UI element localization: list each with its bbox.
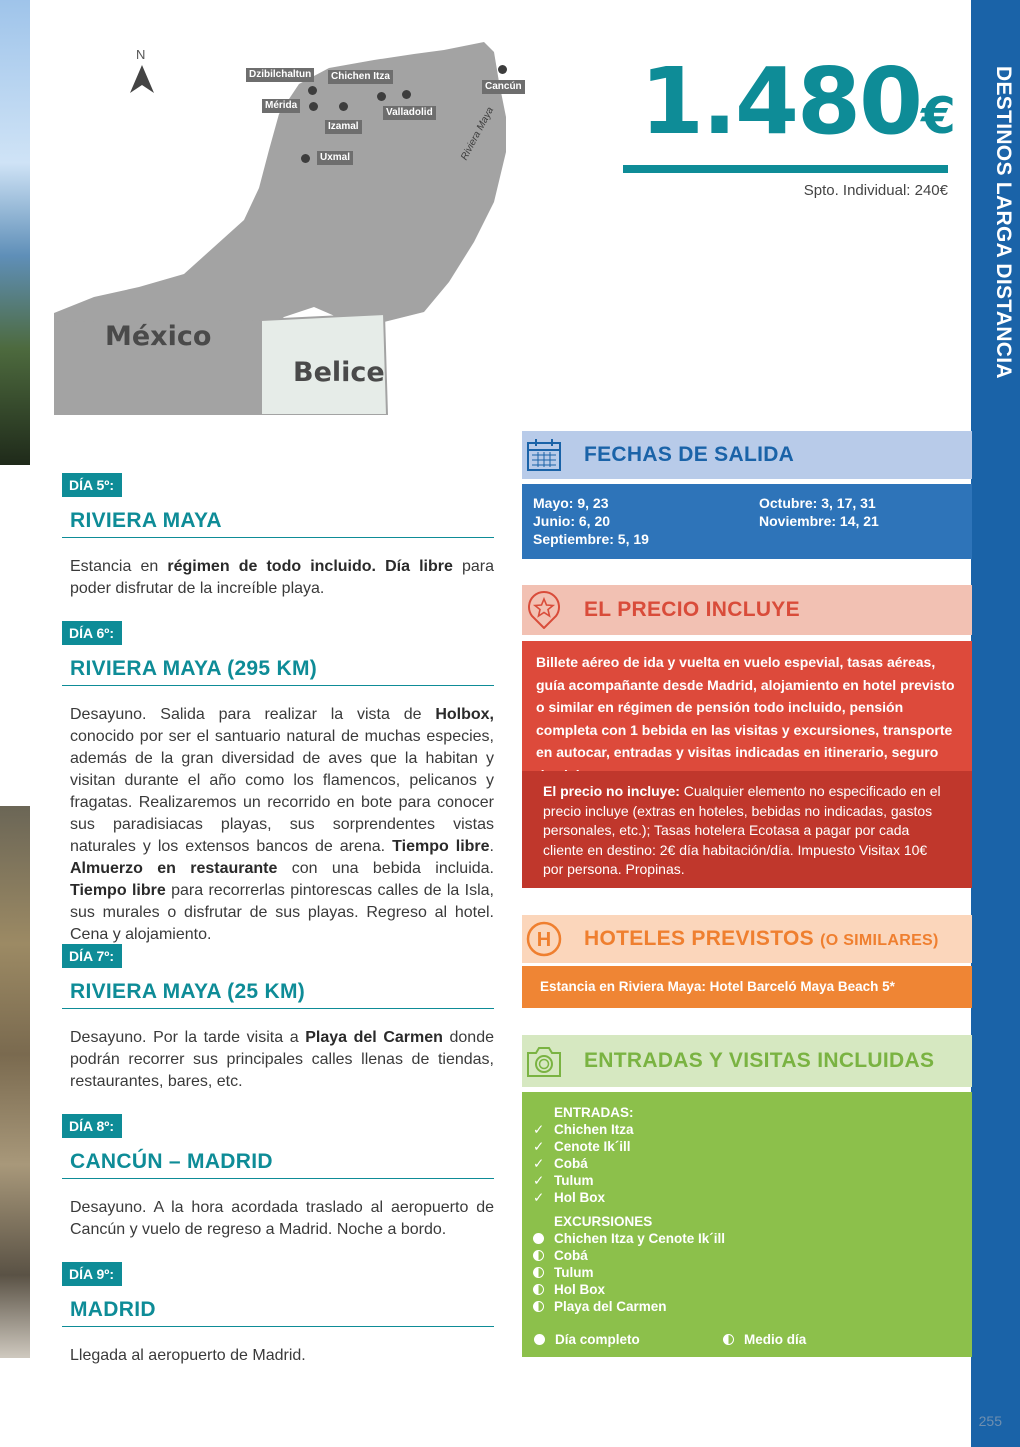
map-label-mexico: México (105, 321, 212, 352)
day-text: Llegada al aeropuerto de Madrid. (70, 1347, 306, 1364)
check-icon: ✓ (533, 1190, 545, 1205)
map-label-chichen-itza: Chichen Itza (328, 70, 393, 84)
fechas-column-2 (759, 494, 879, 530)
legend-half-day: Medio día (722, 1331, 806, 1348)
map-dot-izamal (339, 102, 348, 111)
list-item: ✓ Hol Box (533, 1190, 606, 1205)
day-section-5 (62, 473, 494, 600)
map-label-merida: Mérida (262, 99, 300, 113)
day-tag: DÍA 6º: (62, 621, 122, 645)
camera-icon (522, 1044, 566, 1078)
excursiones-label: EXCURSIONES (554, 1214, 653, 1229)
entradas-label: ENTRADAS: (554, 1105, 634, 1120)
fechas-column-1 (533, 494, 649, 548)
fechas-header (522, 431, 972, 479)
map-label-dzibilchaltun: Dzibilchaltun (246, 68, 314, 82)
fecha-item: Mayo: 9, 23 (533, 495, 609, 511)
map-label-riviera-maya: Riviera Maya (459, 105, 497, 163)
day-text: Desayuno. Salida para realizar la vista de Holbox, conocido por ser el santuario natural de muchas especies, además de la gran diversidad de aves que la habitan y visitan durante el año como los flamencos, pelicanos y fragatas. Realizaremos un recorrido en bote para conocer sus paradisiacas playas, sus sorprendentes vistas naturales y los extensos bancos de arena. Tiempo libre. Almuerzo en restaurante con una bebida incluida. Tiempo libre para recorrerlas pintorescas calles de la Isla, sus murales o disfrutar de sus playas. Regreso al hotel. Cena y alojamiento. (70, 706, 495, 943)
list-item: Tulum (532, 1264, 725, 1281)
day-title: MADRID (62, 1296, 494, 1327)
list-item: ✓ Tulum (533, 1173, 594, 1188)
map-dot-dzibilchaltun (308, 86, 317, 95)
list-item: Cobá (532, 1247, 725, 1264)
hoteles-header (522, 915, 972, 963)
price-supplement: Spto. Individual: 240€ (803, 182, 948, 199)
badge-star-icon (522, 591, 566, 629)
entradas-list (532, 1104, 725, 1315)
sidebar-title: DESTINOS LARGA DISTANCIA (992, 66, 1015, 379)
list-item: Chichen Itza y Cenote Ik´ill (532, 1230, 725, 1247)
full-day-icon (534, 1334, 545, 1345)
day-text: Desayuno. A la hora acordada traslado al aeropuerto de Cancún y vuelo de regreso a Madrid. Noche a bordo. (70, 1199, 494, 1238)
fecha-item: Junio: 6, 20 (533, 513, 611, 529)
fecha-item: Noviembre: 14, 21 (759, 513, 879, 529)
day-section-9 (62, 1262, 494, 1367)
list-item: Hol Box (532, 1281, 725, 1298)
map-label-uxmal: Uxmal (317, 151, 353, 165)
day-section-8 (62, 1114, 494, 1241)
price (640, 48, 956, 166)
day-section-6 (62, 621, 494, 946)
list-item: ✓ Chichen Itza (533, 1122, 634, 1137)
half-day-icon (533, 1284, 544, 1295)
check-icon: ✓ (533, 1139, 545, 1154)
price-amount: 1.480 (640, 48, 922, 155)
map-dot-valladolid (402, 90, 411, 99)
day-tag: DÍA 7º: (62, 944, 122, 968)
fecha-item: Septiembre: 5, 19 (533, 531, 649, 547)
entradas-body (522, 1092, 972, 1357)
price-currency: € (921, 87, 956, 145)
check-icon: ✓ (533, 1122, 545, 1137)
list-item: Playa del Carmen (532, 1298, 725, 1315)
list-item: ✓ Cobá (533, 1156, 588, 1171)
map-dot-chichen-itza (377, 92, 386, 101)
hoteles-text: Estancia en Riviera Maya: Hotel Barceló Maya Beach 5* (522, 966, 972, 1008)
day-text: Estancia en régimen de todo incluido. Día libre para poder disfrutar de la increíble playa. (70, 558, 495, 597)
half-day-icon (723, 1334, 734, 1345)
map-label-valladolid: Valladolid (383, 106, 436, 120)
map-dot-cancun (498, 65, 507, 74)
price-divider (623, 165, 948, 173)
compass-arrow-icon (129, 65, 155, 93)
precio-header (522, 585, 972, 635)
hoteles-heading: HOTELES PREVISTOS (O SIMILARES) (584, 927, 939, 950)
day-text: Desayuno. Por la tarde visita a Playa del Carmen donde podrán recorrer sus principales calles llenas de tiendas, restaurantes, bares, etc. (70, 1029, 495, 1090)
page-number: 255 (978, 1413, 1002, 1429)
compass-label: N (136, 47, 146, 62)
precio-heading: EL PRECIO INCLUYE (584, 598, 800, 621)
day-tag: DÍA 9º: (62, 1262, 122, 1286)
day-tag: DÍA 5º: (62, 473, 122, 497)
photo-strip-top (0, 0, 30, 465)
entradas-heading: ENTRADAS Y VISITAS INCLUIDAS (584, 1049, 935, 1072)
map (54, 42, 522, 415)
precio-no-incluye-label: El precio no incluye: (543, 783, 680, 799)
legend-full-day: Día completo (533, 1331, 640, 1348)
fecha-item: Octubre: 3, 17, 31 (759, 495, 876, 511)
entradas-header (522, 1035, 972, 1087)
full-day-icon (533, 1233, 544, 1244)
map-label-belice: Belice (293, 357, 385, 388)
hotel-icon (522, 921, 566, 957)
check-icon: ✓ (533, 1173, 545, 1188)
day-title: RIVIERA MAYA (295 KM) (62, 655, 494, 686)
day-tag: DÍA 8º: (62, 1114, 122, 1138)
yucatan-map-shape (54, 42, 506, 415)
half-day-icon (533, 1267, 544, 1278)
svg-text:H: H (536, 929, 552, 951)
day-title: RIVIERA MAYA (25 KM) (62, 978, 494, 1009)
calendar-icon (522, 438, 566, 472)
day-section-7 (62, 944, 494, 1093)
day-title: CANCÚN – MADRID (62, 1148, 494, 1179)
fechas-body (522, 484, 972, 559)
fechas-heading: FECHAS DE SALIDA (584, 443, 795, 466)
list-item: ✓ Cenote Ik´ill (533, 1139, 631, 1154)
half-day-icon (533, 1301, 544, 1312)
half-day-icon (533, 1250, 544, 1261)
precio-incluye-text: Billete aéreo de ida y vuelta en vuelo espevial, tasas aéreas, guía acompañante desde Madrid, alojamiento en hotel previsto o similar en régimen de pensión todo incluido, pensión completa con 1 bebida en las visitas y excursiones, transporte en autocar, entradas y visitas indicadas en itinerario, seguro (522, 641, 972, 771)
map-dot-uxmal (301, 154, 310, 163)
precio-no-incluye-text: El precio no incluye: Cualquier elemento no especificado en el precio incluye (extras en hoteles, bebidas no indicadas, gastos personales, etc.); Tasas hotelera Ecotasa a pagar por cada cliente en destino: 2€ día habitación/día. Impuesto Visitax 10€ por persona. Propinas. (522, 771, 972, 888)
map-dot-merida (309, 102, 318, 111)
check-icon: ✓ (533, 1156, 545, 1171)
map-label-izamal: Izamal (325, 120, 362, 134)
photo-strip-bottom (0, 806, 30, 1358)
map-label-cancun: Cancún (482, 80, 525, 94)
day-title: RIVIERA MAYA (62, 507, 494, 538)
